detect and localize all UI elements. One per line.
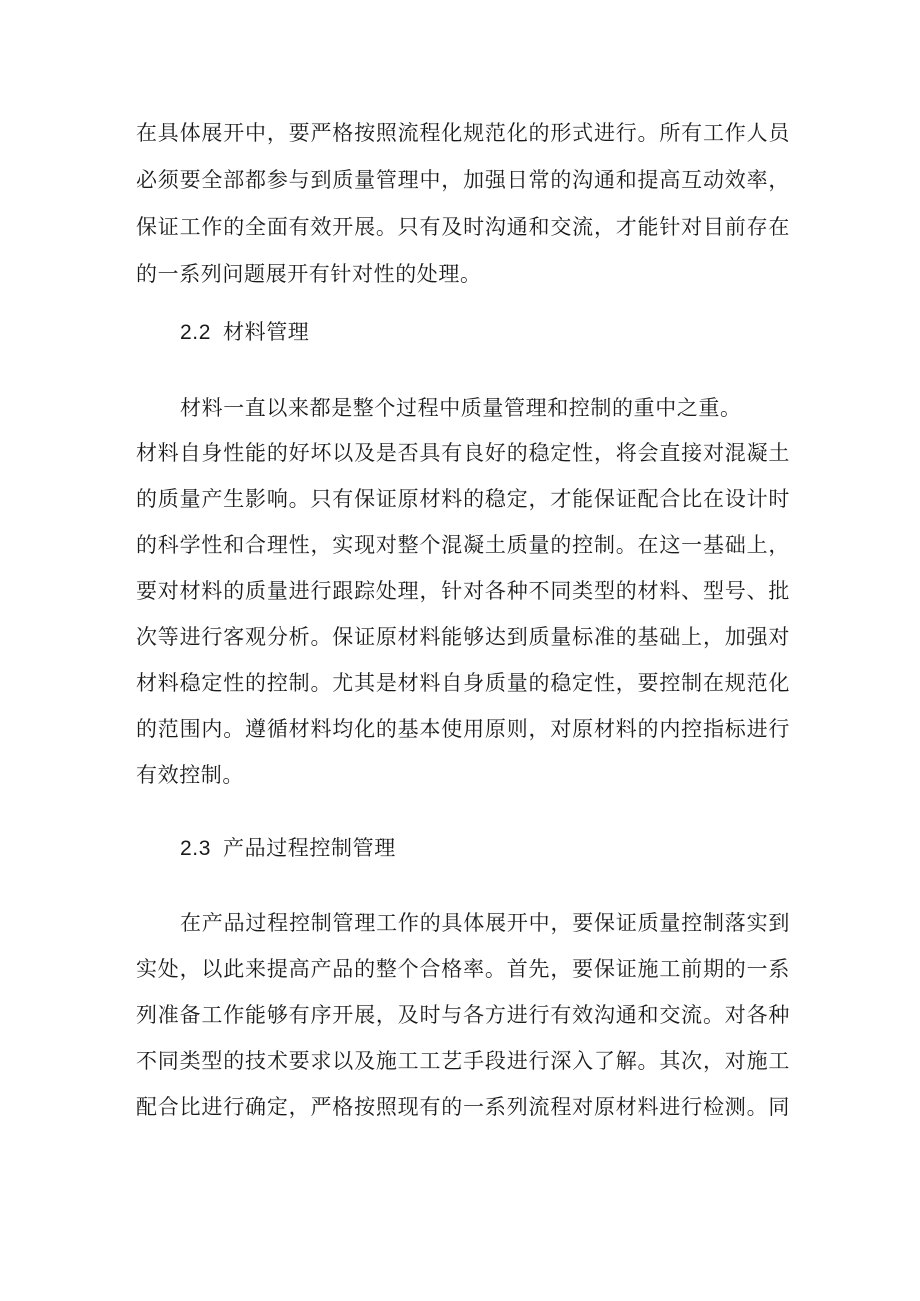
section-heading-2-2 (180, 317, 309, 348)
paragraph-2-line-8: 的范围内。遵循材料均化的基本使用原则，对原材料的内控指标进行 (136, 717, 790, 741)
paragraph-1-line-2: 必须要全部都参与到质量管理中，加强日常的沟通和提高互动效率， (136, 168, 790, 192)
paragraph-2-line-9: 有效控制。 (136, 763, 244, 787)
paragraph-3-line-3: 列准备工作能够有序开展，及时与各方进行有效沟通和交流。对各种 (136, 1003, 790, 1027)
paragraph-3-line-2: 实处，以此来提高产品的整个合格率。首先，要保证施工前期的一系 (136, 957, 790, 981)
section-number: 2.3 (180, 837, 211, 860)
paragraph-2-line-2: 材料自身性能的好坏以及是否具有良好的稳定性，将会直接对混凝土 (136, 441, 790, 465)
paragraph-2-line-6: 次等进行客观分析。保证原材料能够达到质量标准的基础上，加强对 (136, 625, 790, 649)
paragraph-1-line-1: 在具体展开中，要严格按照流程化规范化的形式进行。所有工作人员 (136, 121, 790, 145)
section-title: 产品过程控制管理 (223, 836, 396, 860)
paragraph-2-line-4: 的科学性和合理性，实现对整个混凝土质量的控制。在这一基础上， (136, 533, 790, 557)
paragraph-2-line-3: 的质量产生影响。只有保证原材料的稳定，才能保证配合比在设计时 (136, 487, 790, 511)
section-number: 2.2 (180, 321, 211, 344)
paragraph-2-line-7: 材料稳定性的控制。尤其是材料自身质量的稳定性，要控制在规范化 (136, 671, 790, 695)
paragraph-1-line-4: 的一系列问题展开有针对性的处理。 (136, 262, 482, 286)
paragraph-3-line-1: 在产品过程控制管理工作的具体展开中，要保证质量控制落实到 (180, 911, 790, 935)
paragraph-3-line-4: 不同类型的技术要求以及施工工艺手段进行深入了解。其次，对施工 (136, 1049, 790, 1073)
paragraph-2-line-1: 材料一直以来都是整个过程中质量管理和控制的重中之重。 (180, 396, 742, 420)
paragraph-1-line-3: 保证工作的全面有效开展。只有及时沟通和交流，才能针对目前存在 (136, 215, 790, 239)
paragraph-2-line-5: 要对材料的质量进行跟踪处理，针对各种不同类型的材料、型号、批 (136, 579, 790, 603)
paragraph-3-line-5: 配合比进行确定，严格按照现有的一系列流程对原材料进行检测。同 (136, 1095, 790, 1119)
section-heading-2-3 (180, 833, 396, 864)
section-title: 材料管理 (223, 320, 310, 344)
